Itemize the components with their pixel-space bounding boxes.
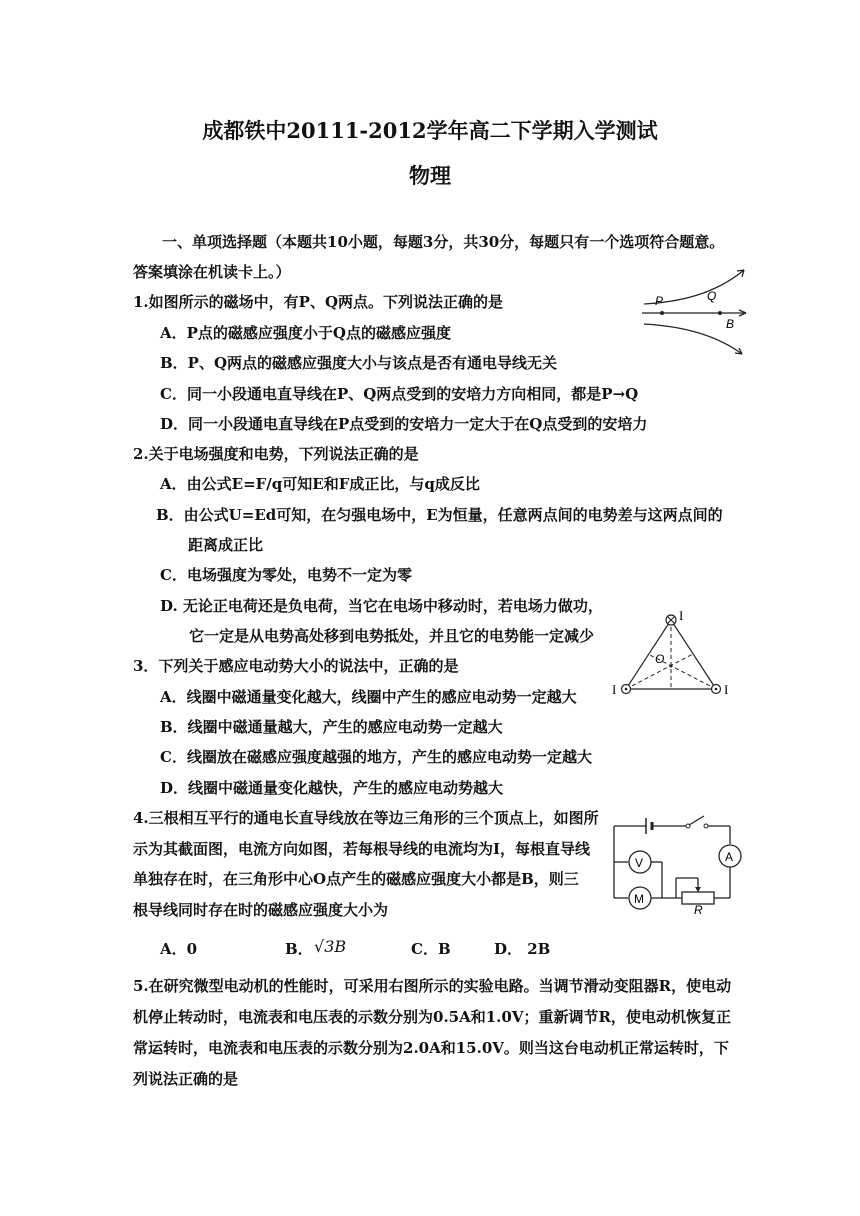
q3-stem: 3．下列关于感应电动势大小的说法中，正确的是	[133, 657, 459, 675]
section-heading: 一、单项选择题（本题共10小题，每题3分，共30分，每题只有一个选项符合题意。	[162, 233, 725, 251]
ammeter-label: A	[725, 850, 734, 864]
section-heading-cont: 答案填涂在机读卡上。）	[133, 263, 291, 281]
q5-stem-line1: 5.在研究微型电动机的性能时，可采用右图所示的实验电路。当调节滑动变阻器R，使电动	[133, 977, 732, 995]
q2-stem: 2.关于电场强度和电势，下列说法正确的是	[133, 445, 419, 463]
fig-label-b: B	[726, 317, 735, 331]
fig-label-p: P	[655, 294, 664, 308]
q3-option-b: B．线圈中磁通量越大，产生的感应电动势一定越大	[160, 718, 503, 736]
rheostat-label: R	[694, 903, 703, 916]
q4-option-b-label: B．	[285, 940, 313, 958]
q2-option-c: C．电场强度为零处，电势不一定为零	[160, 566, 412, 584]
voltmeter-label: V	[635, 856, 644, 870]
q2-option-b-cont: 距离成正比	[188, 536, 264, 554]
q4-stem-line4: 根导线同时存在时的磁感应强度大小为	[133, 901, 389, 919]
q3-option-c: C．线圈放在磁感应强度越强的地方，产生的感应电动势一定越大	[160, 748, 592, 766]
q2-option-d-cont: 它一定是从电势高处移到电势抵处，并且它的电势能一定减少	[189, 627, 595, 645]
fig-label-o: O	[655, 652, 665, 666]
q1-option-b: B．P、Q两点的磁感应强度大小与该点是否有通电导线无关	[160, 354, 558, 372]
q4-option-d: D． 2B	[494, 940, 551, 958]
q3-option-a: A．线圈中磁通量变化越大，线圈中产生的感应电动势一定越大	[160, 688, 577, 706]
q4-stem-line1: 4.三根相互平行的通电长直导线放在等边三角形的三个顶点上，如图所	[133, 809, 599, 827]
fig-label-q: Q	[707, 289, 717, 303]
q2-option-a: A．由公式E=F/q可知E和F成正比，与q成反比	[160, 475, 480, 493]
q1-option-c: C．同一小段通电直导线在P、Q两点受到的安培力方向相同，都是P→Q	[160, 385, 639, 403]
q5-stem-line4: 列说法正确的是	[133, 1070, 239, 1088]
fig-label-i-left: I	[612, 682, 617, 697]
q3-option-d: D．线圈中磁通量变化越快，产生的感应电动势越大	[160, 779, 504, 797]
q1-option-d: D．同一小段通电直导线在P点受到的安培力一定大于在Q点受到的安培力	[160, 415, 648, 433]
magnetic-field-figure	[640, 262, 752, 358]
q4-option-b-value: √3B	[314, 937, 347, 956]
q2-option-b: B．由公式U=Ed可知，在匀强电场中，E为恒量，任意两点间的电势差与这两点间的	[156, 506, 723, 524]
q4-stem-line2: 示为其截面图，电流方向如图，若每根导线的电流均为I，每根直导线	[133, 840, 591, 858]
triangle-wires-figure	[608, 605, 738, 701]
q4-option-a: A．0	[160, 940, 198, 958]
subject-title: 物理	[409, 163, 451, 188]
motor-circuit-figure	[606, 812, 748, 916]
q2-option-d: D. 无论正电荷还是负电荷，当它在电场中移动时，若电场力做功，	[160, 597, 603, 615]
q5-stem-line3: 常运转时，电流表和电压表的示数分别为2.0A和15.0V。则当这台电动机正常运转时，下	[133, 1039, 729, 1057]
q1-option-a: A．P点的磁感应强度小于Q点的磁感应强度	[160, 324, 451, 342]
fig-label-i-right: I	[724, 682, 729, 697]
q1-stem: 1.如图所示的磁场中，有P、Q两点。下列说法正确的是	[133, 293, 504, 311]
motor-label: M	[634, 892, 644, 906]
q4-stem-line3: 单独存在时，在三角形中心O点产生的磁感应强度大小都是B，则三	[133, 870, 579, 888]
document-title: 成都铁中20111-2012学年高二下学期入学测试	[202, 118, 658, 143]
q5-stem-line2: 机停止转动时，电流表和电压表的示数分别为0.5A和1.0V；重新调节R，使电动机恢复正	[133, 1008, 731, 1026]
q4-option-c: C．B	[411, 940, 451, 958]
fig-label-i-top: I	[679, 608, 684, 623]
